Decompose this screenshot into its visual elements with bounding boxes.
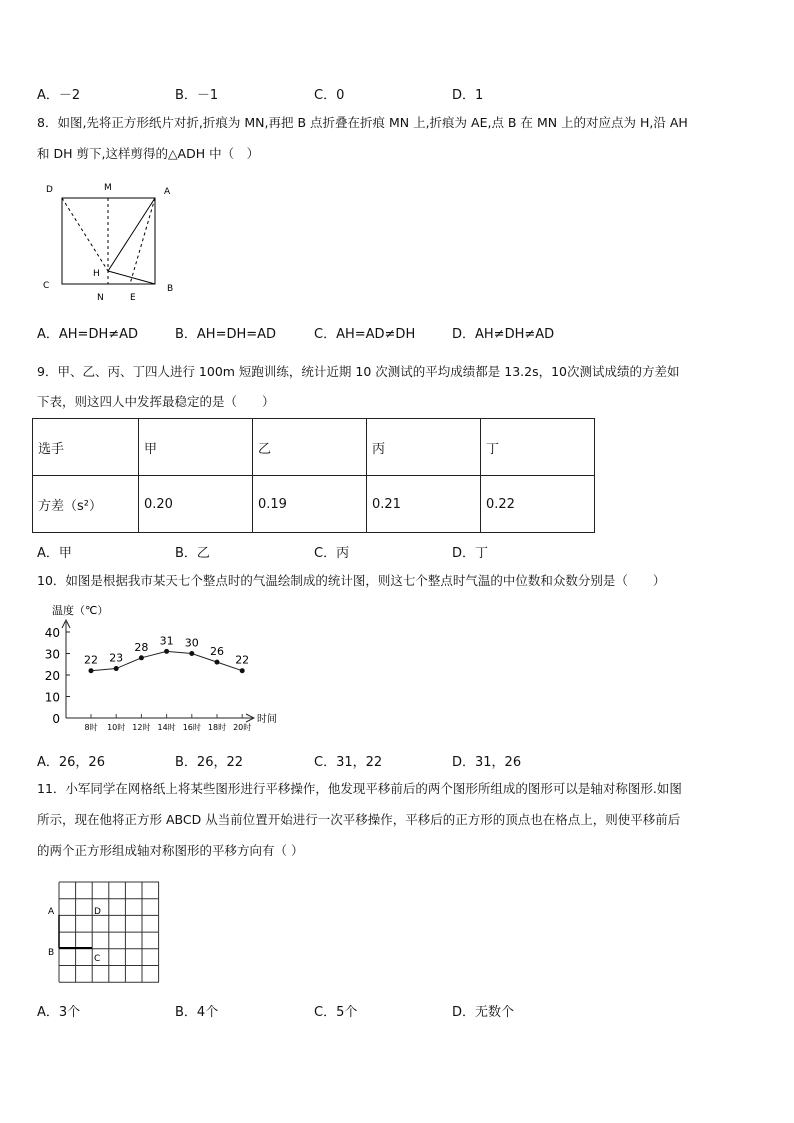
q8-option-b: B．AH=DH=AD [175, 327, 277, 342]
data-point [164, 649, 169, 654]
table-row [33, 476, 595, 533]
x-tick-label: 20时 [233, 723, 252, 732]
q8-square-figure [30, 175, 190, 305]
data-point [215, 660, 220, 665]
label-n: N [97, 293, 104, 303]
data-label: 26 [210, 645, 224, 659]
q11-option-c: C．5个 [314, 1005, 358, 1020]
variance-table [32, 418, 595, 533]
label-h: H [93, 269, 100, 279]
q8-text-line2: 和 DH 剪下,这样剪得的△ADH 中（ ） [37, 146, 260, 161]
label-a: A [164, 187, 171, 197]
label-b: B [167, 284, 174, 294]
x-tick-label: 18时 [207, 723, 227, 732]
table-cell: 0.21 [367, 476, 481, 533]
q11-grid-figure [40, 875, 170, 990]
table-cell: 乙 [253, 419, 367, 476]
y-tick-label: 20 [44, 669, 60, 683]
q8-option-d: D．AH≠DH≠AD [452, 327, 555, 342]
x-axis-label: 时间 [257, 714, 277, 725]
q10-option-d: D．31，26 [452, 755, 522, 770]
table-cell: 方差（s²） [33, 476, 139, 533]
label-c: C [94, 954, 101, 964]
label-d: D [46, 185, 53, 195]
q8-text-line1: 8．如图,先将正方形纸片对折,折痕为 MN,再把 B 点折叠在折痕 MN 上,折痕为 AE,点 B 在 MN 上的对应点为 H,沿 AH [37, 115, 688, 130]
table-header-row [33, 419, 595, 476]
q9-text-line2: 下表，则这四人中发挥最稳定的是（ ） [37, 394, 275, 409]
y-tick-label: 0 [52, 712, 60, 726]
table-cell: 丙 [367, 419, 481, 476]
q10-text-line1: 10．如图是根据我市某天七个整点时的气温绘制成的统计图，则这七个整点时气温的中位数和众数分别是（ ） [37, 573, 666, 588]
data-label: 31 [159, 634, 174, 648]
q9-option-b: B．乙 [175, 546, 210, 561]
data-label: 22 [235, 653, 250, 667]
data-point [189, 651, 194, 656]
label-d: D [94, 907, 101, 917]
q11-text-line2: 所示，现在他将正方形 ABCD 从当前位置开始进行一次平移操作，平移后的正方形的顶点也在格点上，则使平移前后 [37, 812, 681, 827]
data-label: 23 [109, 651, 124, 665]
q7-option-d: D．1 [452, 88, 484, 103]
table-cell: 0.20 [139, 476, 253, 533]
q11-option-d: D．无数个 [452, 1005, 515, 1020]
table-cell: 丁 [481, 419, 595, 476]
x-tick-label: 14时 [157, 723, 176, 732]
label-m: M [104, 183, 112, 193]
q11-text-line1: 11．小军同学在网格纸上将某些图形进行平移操作，他发现平移前后的两个图形所组成的图形可以是轴对称图形.如图 [37, 781, 682, 796]
q11-text-line3: 的两个正方形组成轴对称图形的平移方向有（ ） [37, 843, 304, 858]
q7-option-a: A．－2 [37, 88, 81, 103]
table-cell: 选手 [33, 419, 139, 476]
label-b: B [48, 948, 55, 958]
q10-option-a: A．26，26 [37, 755, 105, 770]
q8-option-a: A．AH=DH≠AD [37, 327, 139, 342]
table-cell: 0.22 [481, 476, 595, 533]
temperature-line-chart [30, 600, 300, 740]
q9-text-line1: 9．甲、乙、丙、丁四人进行 100m 短跑训练，统计近期 10 次测试的平均成绩都是 13.2s，10次测试成绩的方差如 [37, 364, 680, 379]
label-c: C [43, 281, 50, 291]
x-tick-label: 8时 [84, 723, 98, 732]
q9-option-d: D．丁 [452, 546, 489, 561]
q7-option-c: C．0 [314, 88, 345, 103]
q9-option-a: A．甲 [37, 546, 72, 561]
q7-option-b: B．－1 [175, 88, 219, 103]
x-tick-label: 16时 [182, 723, 201, 732]
y-tick-label: 30 [44, 647, 60, 662]
data-point [89, 668, 94, 673]
table-cell: 0.19 [253, 476, 367, 533]
data-point [114, 666, 119, 671]
data-point [240, 668, 245, 673]
data-label: 22 [84, 653, 98, 667]
x-tick-label: 12时 [132, 723, 151, 732]
q11-option-a: A．3个 [37, 1005, 81, 1020]
q11-option-b: B．4个 [175, 1005, 219, 1020]
label-a: A [48, 907, 55, 917]
data-point [139, 655, 144, 660]
q10-option-c: C．31，22 [314, 755, 383, 770]
data-label: 28 [134, 640, 149, 654]
label-e: E [130, 293, 136, 303]
q10-option-b: B．26，22 [175, 755, 244, 770]
y-tick-label: 10 [44, 690, 60, 705]
y-tick-label: 40 [44, 626, 60, 640]
q8-option-c: C．AH=AD≠DH [314, 327, 416, 342]
x-tick-label: 10时 [107, 723, 126, 732]
table-cell: 甲 [139, 419, 253, 476]
y-axis-label: 温度（℃） [52, 604, 109, 617]
q9-option-c: C．丙 [314, 546, 350, 561]
data-label: 30 [184, 636, 199, 650]
